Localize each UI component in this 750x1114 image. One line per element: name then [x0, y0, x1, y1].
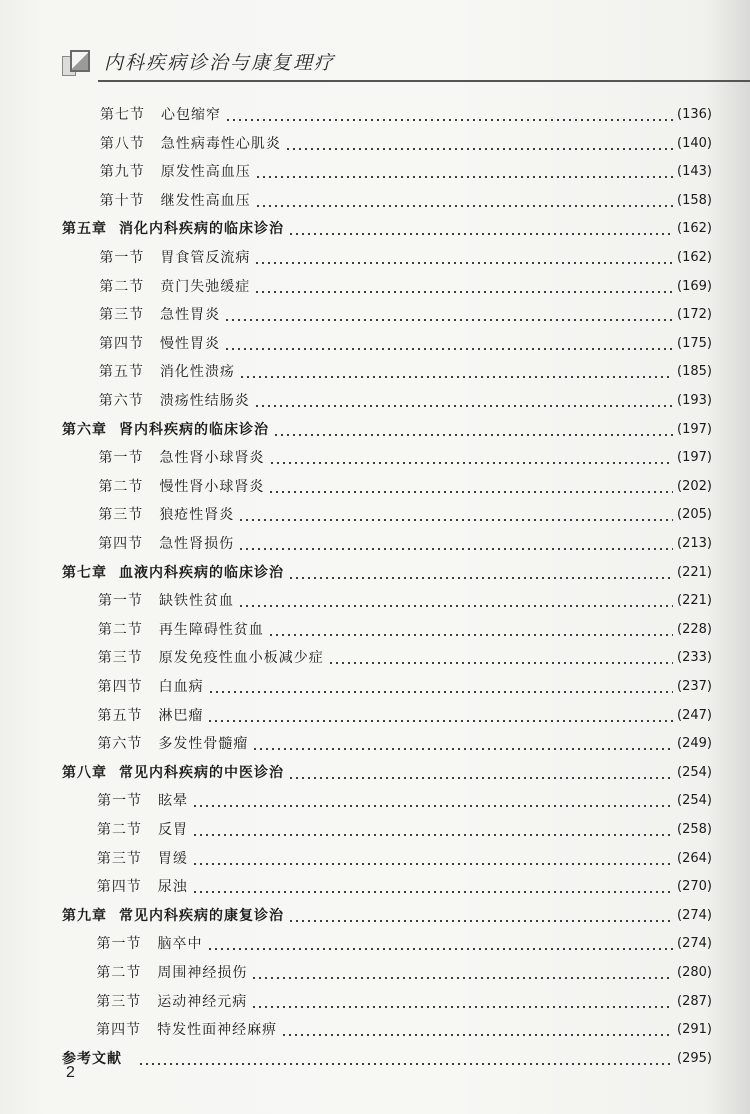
section-title: 慢性肾小球肾炎	[159, 478, 265, 495]
dot-leader	[238, 506, 673, 524]
toc-section-row	[100, 125, 712, 153]
toc-page-number: (193)	[677, 393, 712, 408]
dot-leader	[192, 850, 673, 868]
section-number: 第五节	[97, 707, 143, 724]
toc-section-row	[97, 725, 712, 753]
toc-section-row	[99, 239, 712, 267]
toc-page-number: (169)	[677, 278, 712, 294]
toc-page-number: (274)	[677, 907, 712, 923]
dot-leader	[224, 306, 673, 324]
toc-section-row	[98, 582, 712, 610]
section-number: 第七节	[100, 107, 145, 123]
toc-page-number: (172)	[677, 307, 712, 323]
section-number: 第二节	[98, 478, 144, 495]
toc-page-number: (162)	[677, 221, 712, 237]
toc-section-row	[96, 983, 712, 1011]
section-number: 第一节	[97, 593, 143, 610]
chapter-number: 第八章	[62, 764, 107, 781]
toc-chapter-row	[62, 554, 712, 582]
section-title: 再生障碍性贫血	[158, 621, 264, 638]
dot-leader	[288, 564, 673, 582]
section-number: 第八节	[99, 135, 145, 152]
header-ornament-icon	[70, 50, 90, 72]
toc-section-row	[98, 611, 712, 639]
toc-section-row	[97, 811, 712, 839]
toc-section-row	[99, 268, 712, 296]
section-number: 第四节	[98, 536, 144, 552]
running-header	[62, 40, 750, 82]
section-number: 第三节	[98, 507, 144, 524]
chapter-title: 消化内科疾病的临床诊治	[119, 221, 284, 238]
section-title: 眩晕	[158, 793, 189, 810]
section-title: 慢性胃炎	[160, 335, 221, 352]
section-number: 第一节	[97, 793, 143, 810]
dot-leader	[268, 478, 673, 496]
section-number: 第二节	[97, 822, 142, 838]
dot-leader	[225, 106, 673, 124]
section-number: 第三节	[96, 993, 142, 1010]
toc-page-number: (140)	[677, 135, 712, 151]
toc-page-number: (228)	[677, 621, 712, 637]
dot-leader	[192, 878, 673, 896]
section-number: 第一节	[98, 450, 144, 467]
toc-page-number: (249)	[677, 736, 712, 752]
dot-leader	[252, 735, 673, 753]
section-number: 第二节	[99, 278, 145, 295]
toc-page-number: (158)	[677, 192, 712, 208]
dot-leader	[192, 821, 673, 839]
toc-page-number: (162)	[677, 250, 712, 265]
section-number: 第一节	[96, 936, 142, 953]
toc-section-row	[97, 782, 712, 810]
toc-section-row	[96, 954, 712, 982]
dot-leader	[288, 220, 673, 238]
toc-section-row	[97, 925, 712, 953]
toc-page-number: (270)	[677, 879, 712, 895]
toc-page-number: (280)	[677, 965, 712, 980]
chapter-number: 第七章	[62, 564, 107, 581]
dot-leader	[251, 993, 673, 1011]
toc-section-row	[96, 1011, 712, 1039]
dot-leader	[273, 421, 673, 439]
dot-leader	[255, 192, 673, 210]
chapter-title: 常见内科疾病的康复诊治	[119, 907, 284, 924]
chapter-title: 肾内科疾病的临床诊治	[119, 421, 269, 438]
section-number: 第四节	[97, 679, 143, 695]
section-title: 淋巴瘤	[158, 707, 204, 724]
page-number: 2	[66, 1064, 75, 1081]
section-number: 第三节	[96, 850, 142, 867]
toc-page-number: (185)	[677, 364, 712, 380]
section-title: 胃食管反流病	[160, 250, 251, 266]
chapter-number: 第五章	[62, 221, 107, 238]
toc-page-number: (175)	[677, 335, 712, 351]
dot-leader	[208, 678, 673, 696]
toc-page-number: (221)	[677, 593, 712, 609]
toc-page-number: (136)	[677, 107, 712, 122]
toc-page-number: (233)	[677, 650, 712, 666]
section-title: 原发性高血压	[160, 164, 251, 181]
section-number: 第十节	[99, 192, 145, 209]
chapter-number: 第九章	[62, 907, 107, 924]
toc-page-number: (143)	[677, 164, 712, 180]
section-title: 脑卒中	[157, 936, 203, 953]
section-title: 多发性骨髓瘤	[158, 736, 249, 753]
toc-page-number: (254)	[677, 793, 712, 809]
section-title: 胃缓	[157, 850, 188, 867]
section-number: 第六节	[98, 393, 144, 409]
section-number: 第二节	[96, 965, 142, 981]
dot-leader	[328, 649, 673, 667]
section-title: 尿浊	[157, 879, 188, 896]
dot-leader	[138, 1050, 673, 1068]
section-title: 急性肾损伤	[159, 536, 235, 552]
section-number: 第一节	[99, 250, 145, 266]
section-title: 继发性高血压	[160, 192, 251, 209]
toc-page-number: (197)	[677, 450, 712, 466]
dot-leader	[207, 707, 673, 725]
dot-leader	[254, 249, 673, 267]
section-title: 原发免疫性血小板减少症	[158, 650, 324, 667]
chapter-number: 参考文献	[62, 1050, 122, 1067]
section-title: 运动神经元病	[157, 993, 248, 1010]
section-title: 消化性溃疡	[159, 364, 235, 381]
toc-section-row	[98, 525, 712, 553]
dot-leader	[269, 449, 673, 467]
section-title: 溃疡性结肠炎	[159, 393, 250, 409]
toc-section-row	[97, 840, 712, 868]
section-title: 急性肾小球肾炎	[159, 450, 265, 467]
chapter-title: 常见内科疾病的中医诊治	[119, 764, 284, 781]
toc-section-row	[98, 639, 712, 667]
section-number: 第三节	[97, 650, 143, 667]
toc-page-number: (237)	[677, 679, 712, 694]
toc-section-row	[97, 697, 712, 725]
toc-chapter-row	[62, 411, 712, 439]
dot-leader	[254, 392, 673, 410]
dot-leader	[239, 363, 673, 381]
toc-page-number: (291)	[677, 1022, 712, 1038]
toc-page-number: (274)	[677, 936, 712, 952]
section-number: 第五节	[98, 364, 144, 381]
toc-page-number: (287)	[677, 993, 712, 1009]
dot-leader	[192, 792, 673, 810]
section-number: 第四节	[96, 1022, 142, 1039]
dot-leader	[251, 964, 673, 982]
toc-section-row	[100, 182, 712, 210]
dot-leader	[281, 1021, 673, 1039]
toc-section-row	[99, 296, 712, 324]
section-title: 周围神经损伤	[157, 965, 248, 981]
toc-page-number: (254)	[677, 764, 712, 780]
toc-section-row	[99, 439, 712, 467]
dot-leader	[224, 335, 673, 353]
section-number: 第六节	[97, 736, 143, 753]
section-title: 心包缩窄	[161, 107, 221, 123]
section-title: 贲门失弛缓症	[160, 278, 251, 295]
section-number: 第九节	[99, 164, 145, 181]
dot-leader	[268, 621, 673, 639]
header-rule	[98, 80, 750, 82]
section-title: 白血病	[158, 679, 204, 695]
toc-section-row	[98, 468, 712, 496]
section-number: 第二节	[97, 621, 143, 638]
toc-page-number: (264)	[677, 850, 712, 866]
toc-chapter-row	[62, 897, 712, 925]
toc-section-row	[98, 668, 712, 696]
chapter-number: 第六章	[62, 421, 107, 438]
section-title: 特发性面神经麻痹	[157, 1022, 278, 1039]
dot-leader	[285, 135, 673, 153]
toc-chapter-row	[62, 754, 712, 782]
section-title: 狼疮性肾炎	[159, 507, 235, 524]
dot-leader	[207, 935, 674, 953]
toc-chapter-row	[62, 1040, 712, 1068]
toc-section-row	[100, 153, 712, 181]
toc-section-row	[99, 382, 712, 410]
toc-section-row	[99, 353, 712, 381]
toc-page-number: (202)	[677, 478, 712, 494]
toc-page-number: (197)	[677, 421, 712, 437]
section-title: 缺铁性贫血	[158, 593, 234, 610]
toc-section-row	[97, 868, 712, 896]
dot-leader	[238, 592, 673, 610]
section-title: 反胃	[158, 822, 188, 838]
toc-section-row	[99, 325, 712, 353]
toc-page-number: (258)	[677, 822, 712, 837]
section-number: 第三节	[99, 307, 145, 324]
toc-section-row	[100, 96, 712, 124]
toc-page-number: (213)	[677, 536, 712, 551]
toc-page-number: (221)	[677, 564, 712, 580]
toc-page-number: (205)	[677, 507, 712, 523]
section-number: 第四节	[96, 879, 142, 896]
toc-page-number: (247)	[677, 707, 712, 723]
dot-leader	[254, 278, 673, 296]
toc-page-number: (295)	[677, 1050, 712, 1066]
chapter-title: 血液内科疾病的临床诊治	[119, 564, 284, 581]
section-title: 急性病毒性心肌炎	[160, 135, 281, 152]
dot-leader	[288, 907, 673, 925]
dot-leader	[288, 764, 673, 782]
toc-section-row	[98, 496, 712, 524]
section-number: 第四节	[99, 335, 145, 352]
dot-leader	[238, 535, 673, 553]
toc-chapter-row	[62, 210, 712, 238]
section-title: 急性胃炎	[160, 307, 221, 324]
book-title: 内科疾病诊治与康复理疗	[104, 52, 336, 74]
dot-leader	[255, 163, 673, 181]
